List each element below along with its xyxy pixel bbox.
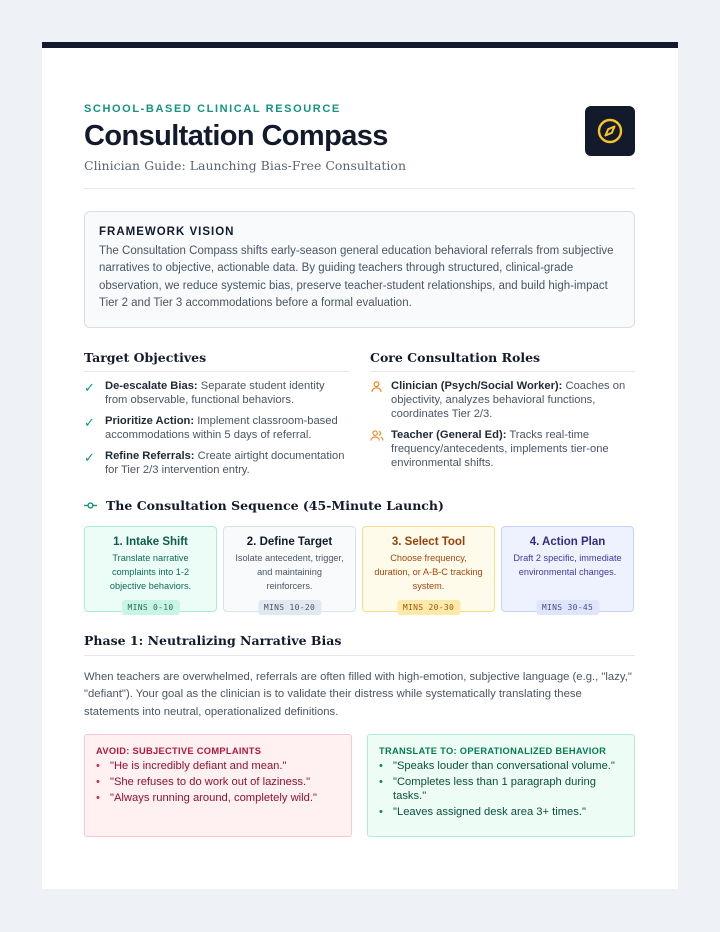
sequence-heading bbox=[84, 498, 444, 513]
users-icon bbox=[370, 428, 391, 470]
avoid-list bbox=[96, 759, 340, 805]
list-item: • "Always running around, completely wild." bbox=[96, 791, 340, 805]
step-description: Isolate antecedent, trigger, and maintaining reinforcers. bbox=[235, 553, 344, 591]
sequence-step-1 bbox=[84, 526, 217, 612]
user-icon bbox=[370, 379, 391, 421]
compass-icon bbox=[596, 117, 624, 145]
step-time-badge: MINS 0-10 bbox=[121, 600, 179, 615]
step-title: 3. Select Tool bbox=[391, 536, 466, 548]
role-text: Tracks real-time frequency/antecedents, implements tier-one environmental shifts. bbox=[391, 429, 609, 469]
step-description: Draft 2 specific, immediate environmental changes. bbox=[513, 553, 622, 577]
step-time-badge: MINS 10-20 bbox=[258, 600, 321, 615]
list-item bbox=[84, 379, 349, 407]
avoid-box bbox=[84, 734, 352, 837]
step-time-badge: MINS 20-30 bbox=[397, 600, 460, 615]
list-item: • "Completes less than 1 paragraph during tasks." bbox=[379, 775, 623, 803]
page-subtitle: Clinician Guide: Launching Bias-Free Consultation bbox=[84, 158, 406, 173]
roles-heading: Core Consultation Roles bbox=[370, 350, 635, 372]
check-icon: ✓ bbox=[84, 380, 95, 395]
step-description: Choose frequency, duration, or A-B-C tracking system. bbox=[374, 553, 483, 591]
list-item bbox=[370, 428, 635, 470]
objective-label: Prioritize Action: bbox=[105, 415, 195, 427]
avoid-heading: AVOID: SUBJECTIVE COMPLAINTS bbox=[96, 746, 262, 756]
list-item: • "She refuses to do work out of laziness." bbox=[96, 775, 340, 789]
sequence-heading-text: The Consultation Sequence (45-Minute Launch) bbox=[106, 498, 444, 513]
translate-list bbox=[379, 759, 623, 819]
page-title: Consultation Compass bbox=[84, 120, 388, 152]
translate-heading: TRANSLATE TO: OPERATIONALIZED BEHAVIOR bbox=[379, 746, 607, 756]
sequence-step-4 bbox=[501, 526, 634, 612]
framework-vision-box bbox=[84, 211, 635, 328]
check-icon: ✓ bbox=[84, 415, 95, 430]
header-divider bbox=[84, 188, 635, 189]
commit-icon bbox=[84, 501, 97, 510]
objective-label: Refine Referrals: bbox=[105, 450, 195, 462]
sequence-step-3 bbox=[362, 526, 495, 612]
list-item: • "He is incredibly defiant and mean." bbox=[96, 759, 340, 773]
eyebrow-label: SCHOOL-BASED CLINICAL RESOURCE bbox=[84, 103, 341, 115]
step-title: 1. Intake Shift bbox=[113, 536, 188, 548]
role-label: Clinician (Psych/Social Worker): bbox=[391, 380, 563, 392]
list-item: • "Speaks louder than conversational volume." bbox=[379, 759, 623, 773]
phase1-heading: Phase 1: Neutralizing Narrative Bias bbox=[84, 633, 635, 656]
roles-list bbox=[370, 379, 635, 477]
list-item bbox=[84, 449, 349, 477]
role-label: Teacher (General Ed): bbox=[391, 429, 507, 441]
objectives-list bbox=[84, 379, 349, 484]
list-item: • "Leaves assigned desk area 3+ times." bbox=[379, 805, 623, 819]
objective-text: Implement classroom-based accommodations within 5 days of referral. bbox=[105, 415, 338, 441]
objectives-heading: Target Objectives bbox=[84, 350, 349, 372]
step-title: 2. Define Target bbox=[246, 536, 333, 548]
objective-label: De-escalate Bias: bbox=[105, 380, 198, 392]
objective-text: Separate student identity from observable, functional behaviors. bbox=[105, 380, 325, 406]
role-text: Coaches on objectivity, analyzes behavioral functions, coordinates Tier 2/3. bbox=[391, 380, 626, 420]
step-description: Translate narrative complaints into 1-2 objective behaviors. bbox=[109, 553, 192, 591]
list-item bbox=[370, 379, 635, 421]
vision-text: The Consultation Compass shifts early-season general education behavioral referrals from subjective narratives to objective, actionable data. By guiding teachers through structured, clinical-grade observation, we reduce systemic bias, preserve teacher-student relationships, and build high-impact Tier 2 and Tier 3 accommodations before a formal evaluation. bbox=[99, 245, 614, 309]
list-item bbox=[84, 414, 349, 442]
logo-badge bbox=[585, 106, 635, 156]
step-time-badge: MINS 30-45 bbox=[536, 600, 599, 615]
vision-heading: FRAMEWORK VISION bbox=[99, 226, 235, 238]
objective-text: Create airtight documentation for Tier 2/3 intervention entry. bbox=[105, 450, 345, 476]
check-icon: ✓ bbox=[84, 450, 95, 465]
step-title: 4. Action Plan bbox=[529, 536, 606, 548]
document-page bbox=[42, 42, 678, 889]
phase1-body: When teachers are overwhelmed, referrals are often filled with high-emotion, subjective language (e.g., "lazy," "defiant"). Your goal as the clinician is to validate their distress while systematically translating these statements into neutral, operationalized definitions. bbox=[84, 671, 632, 718]
translate-box bbox=[367, 734, 635, 837]
sequence-step-2 bbox=[223, 526, 356, 612]
